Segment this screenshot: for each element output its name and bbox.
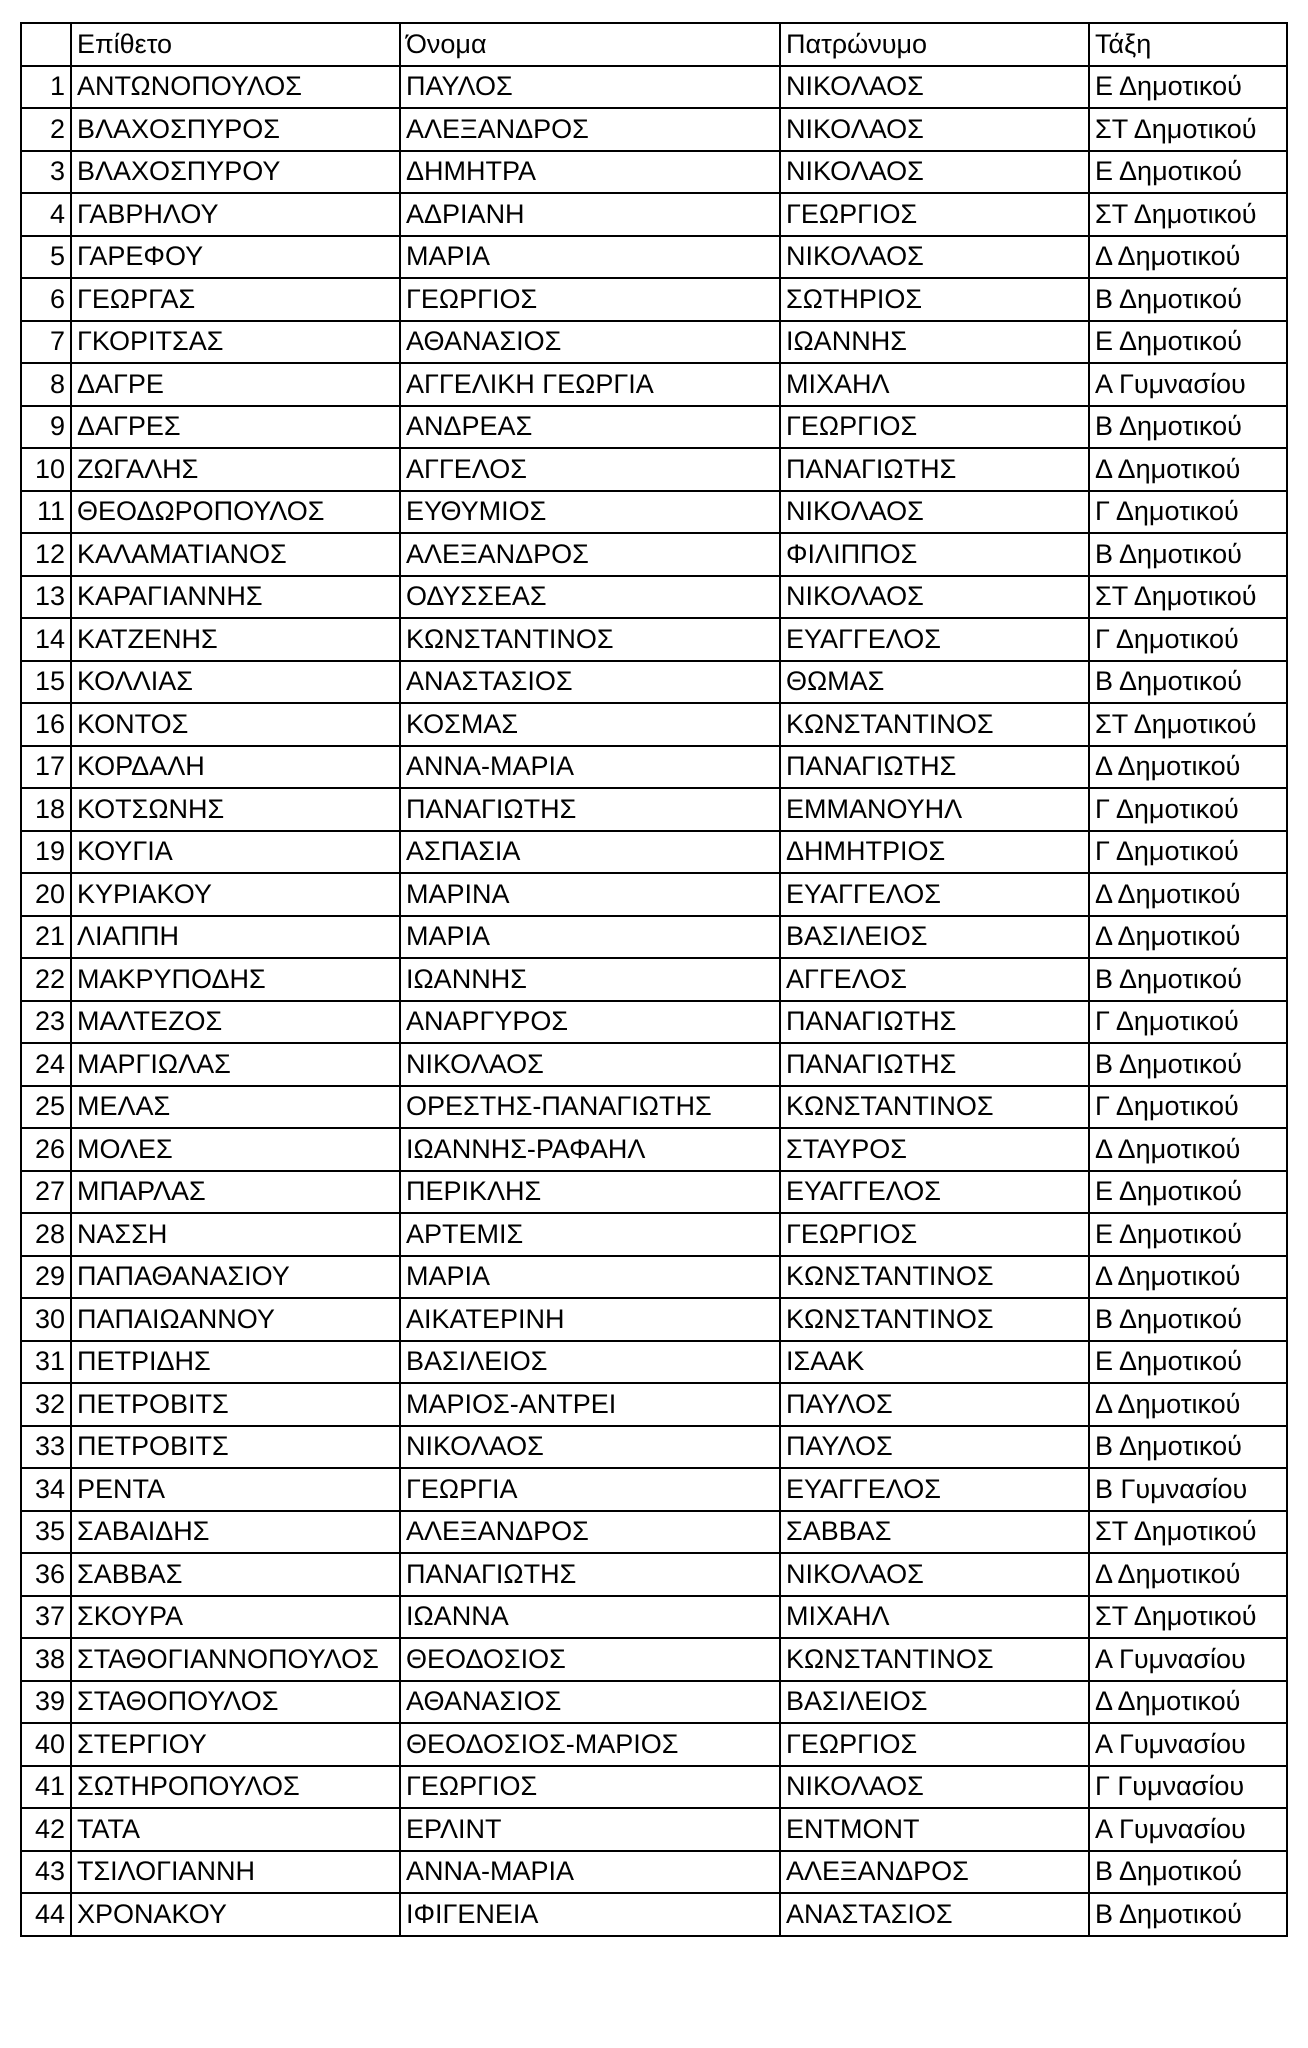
name-cell: ΑΓΓΕΛΟΣ — [400, 448, 780, 491]
row-number: 28 — [21, 1213, 71, 1256]
surname-cell: ΜΑΚΡΥΠΟΔΗΣ — [71, 958, 400, 1001]
name-cell: ΑΝΝΑ-ΜΑΡΙΑ — [400, 1851, 780, 1894]
class-cell: Δ Δημοτικού — [1089, 448, 1287, 491]
father-name-cell: ΣΩΤΗΡΙΟΣ — [780, 278, 1089, 321]
father-name-cell: ΑΓΓΕΛΟΣ — [780, 958, 1089, 1001]
table-row — [21, 1553, 1287, 1596]
row-number: 8 — [21, 363, 71, 406]
name-cell: ΠΑΥΛΟΣ — [400, 66, 780, 109]
table-row — [21, 491, 1287, 534]
table-row — [21, 1086, 1287, 1129]
table-row — [21, 1171, 1287, 1214]
table-row — [21, 1511, 1287, 1554]
table-row — [21, 193, 1287, 236]
surname-cell: ΚΟΡΔΑΛΗ — [71, 746, 400, 789]
class-cell: Ε Δημοτικού — [1089, 1341, 1287, 1384]
surname-cell: ΠΑΠΑΘΑΝΑΣΙΟΥ — [71, 1256, 400, 1299]
surname-cell: ΖΩΓΑΛΗΣ — [71, 448, 400, 491]
class-cell: Γ Δημοτικού — [1089, 831, 1287, 874]
surname-cell: ΜΟΛΕΣ — [71, 1128, 400, 1171]
table-row — [21, 1681, 1287, 1724]
father-name-cell: ΒΑΣΙΛΕΙΟΣ — [780, 916, 1089, 959]
table-row — [21, 1766, 1287, 1809]
father-name-cell: ΝΙΚΟΛΑΟΣ — [780, 66, 1089, 109]
surname-cell: ΠΕΤΡΟΒΙΤΣ — [71, 1383, 400, 1426]
row-number: 2 — [21, 108, 71, 151]
father-name-cell: ΓΕΩΡΓΙΟΣ — [780, 193, 1089, 236]
name-cell: ΑΔΡΙΑΝΗ — [400, 193, 780, 236]
row-number: 32 — [21, 1383, 71, 1426]
name-cell: ΜΑΡΙΑ — [400, 1256, 780, 1299]
table-row — [21, 1638, 1287, 1681]
table-row — [21, 1893, 1287, 1936]
surname-cell: ΔΑΓΡΕ — [71, 363, 400, 406]
table-row — [21, 746, 1287, 789]
name-cell: ΕΥΘΥΜΙΟΣ — [400, 491, 780, 534]
father-name-cell: ΓΕΩΡΓΙΟΣ — [780, 406, 1089, 449]
class-cell: Α Γυμνασίου — [1089, 1638, 1287, 1681]
row-number: 27 — [21, 1171, 71, 1214]
table-row — [21, 618, 1287, 661]
table-row — [21, 916, 1287, 959]
father-name-cell: ΕΥΑΓΓΕΛΟΣ — [780, 873, 1089, 916]
name-cell: ΑΘΑΝΑΣΙΟΣ — [400, 321, 780, 364]
table-row — [21, 533, 1287, 576]
class-cell: Γ Δημοτικού — [1089, 1001, 1287, 1044]
name-cell: ΒΑΣΙΛΕΙΟΣ — [400, 1341, 780, 1384]
father-name-cell: ΑΝΑΣΤΑΣΙΟΣ — [780, 1893, 1089, 1936]
class-cell: Β Δημοτικού — [1089, 1298, 1287, 1341]
father-name-cell: ΦΙΛΙΠΠΟΣ — [780, 533, 1089, 576]
father-name-cell: ΙΣΑΑΚ — [780, 1341, 1089, 1384]
table-row — [21, 1256, 1287, 1299]
name-cell: ΑΝΑΣΤΑΣΙΟΣ — [400, 661, 780, 704]
class-cell: Β Δημοτικού — [1089, 533, 1287, 576]
student-roster-table — [20, 22, 1288, 1937]
class-cell: Β Δημοτικού — [1089, 406, 1287, 449]
surname-cell: ΓΚΟΡΙΤΣΑΣ — [71, 321, 400, 364]
table-row — [21, 1128, 1287, 1171]
row-number: 3 — [21, 151, 71, 194]
row-number: 40 — [21, 1723, 71, 1766]
class-cell: Δ Δημοτικού — [1089, 236, 1287, 279]
row-number: 39 — [21, 1681, 71, 1724]
surname-cell: ΜΕΛΑΣ — [71, 1086, 400, 1129]
surname-cell: ΣΤΑΘΟΠΟΥΛΟΣ — [71, 1681, 400, 1724]
surname-cell: ΓΑΒΡΗΛΟΥ — [71, 193, 400, 236]
father-name-cell: ΝΙΚΟΛΑΟΣ — [780, 576, 1089, 619]
surname-cell: ΤΣΙΛΟΓΙΑΝΝΗ — [71, 1851, 400, 1894]
row-number: 6 — [21, 278, 71, 321]
table-row — [21, 1001, 1287, 1044]
father-name-cell: ΜΙΧΑΗΛ — [780, 363, 1089, 406]
row-number: 41 — [21, 1766, 71, 1809]
name-cell: ΚΟΣΜΑΣ — [400, 703, 780, 746]
father-name-cell: ΚΩΝΣΤΑΝΤΙΝΟΣ — [780, 1638, 1089, 1681]
name-cell: ΓΕΩΡΓΙΟΣ — [400, 278, 780, 321]
row-number: 16 — [21, 703, 71, 746]
row-number: 29 — [21, 1256, 71, 1299]
row-number: 30 — [21, 1298, 71, 1341]
row-number: 15 — [21, 661, 71, 704]
header-name: Όνομα — [400, 23, 780, 66]
class-cell: ΣΤ Δημοτικού — [1089, 1511, 1287, 1554]
father-name-cell: ΚΩΝΣΤΑΝΤΙΝΟΣ — [780, 1298, 1089, 1341]
class-cell: Δ Δημοτικού — [1089, 1128, 1287, 1171]
name-cell: ΠΑΝΑΓΙΩΤΗΣ — [400, 1553, 780, 1596]
surname-cell: ΛΙΑΠΠΗ — [71, 916, 400, 959]
father-name-cell: ΠΑΝΑΓΙΩΤΗΣ — [780, 1001, 1089, 1044]
class-cell: Β Δημοτικού — [1089, 1426, 1287, 1469]
surname-cell: ΠΕΤΡΙΔΗΣ — [71, 1341, 400, 1384]
table-row — [21, 831, 1287, 874]
table-row — [21, 1383, 1287, 1426]
surname-cell: ΑΝΤΩΝΟΠΟΥΛΟΣ — [71, 66, 400, 109]
father-name-cell: ΕΜΜΑΝΟΥΗΛ — [780, 788, 1089, 831]
class-cell: Β Δημοτικού — [1089, 958, 1287, 1001]
header-class: Τάξη — [1089, 23, 1287, 66]
father-name-cell: ΕΥΑΓΓΕΛΟΣ — [780, 1171, 1089, 1214]
surname-cell: ΣΑΒΑΙΔΗΣ — [71, 1511, 400, 1554]
surname-cell: ΝΑΣΣΗ — [71, 1213, 400, 1256]
surname-cell: ΧΡΟΝΑΚΟΥ — [71, 1893, 400, 1936]
name-cell: ΜΑΡΙΑ — [400, 236, 780, 279]
row-number: 9 — [21, 406, 71, 449]
row-number: 13 — [21, 576, 71, 619]
father-name-cell: ΝΙΚΟΛΑΟΣ — [780, 491, 1089, 534]
surname-cell: ΓΕΩΡΓΑΣ — [71, 278, 400, 321]
surname-cell: ΚΑΡΑΓΙΑΝΝΗΣ — [71, 576, 400, 619]
name-cell: ΚΩΝΣΤΑΝΤΙΝΟΣ — [400, 618, 780, 661]
name-cell: ΓΕΩΡΓΙΑ — [400, 1468, 780, 1511]
class-cell: Δ Δημοτικού — [1089, 916, 1287, 959]
table-row — [21, 1341, 1287, 1384]
class-cell: Γ Δημοτικού — [1089, 491, 1287, 534]
header-number — [21, 23, 71, 66]
row-number: 24 — [21, 1043, 71, 1086]
row-number: 19 — [21, 831, 71, 874]
table-row — [21, 1426, 1287, 1469]
father-name-cell: ΠΑΝΑΓΙΩΤΗΣ — [780, 448, 1089, 491]
table-row — [21, 108, 1287, 151]
name-cell: ΔΗΜΗΤΡΑ — [400, 151, 780, 194]
name-cell: ΙΩΑΝΝΗΣ — [400, 958, 780, 1001]
row-number: 44 — [21, 1893, 71, 1936]
name-cell: ΑΓΓΕΛΙΚΗ ΓΕΩΡΓΙΑ — [400, 363, 780, 406]
table-row — [21, 236, 1287, 279]
name-cell: ΟΡΕΣΤΗΣ-ΠΑΝΑΓΙΩΤΗΣ — [400, 1086, 780, 1129]
row-number: 7 — [21, 321, 71, 364]
table-row — [21, 278, 1287, 321]
row-number: 5 — [21, 236, 71, 279]
father-name-cell: ΠΑΥΛΟΣ — [780, 1426, 1089, 1469]
name-cell: ΙΩΑΝΝΑ — [400, 1596, 780, 1639]
surname-cell: ΣΩΤΗΡΟΠΟΥΛΟΣ — [71, 1766, 400, 1809]
class-cell: Δ Δημοτικού — [1089, 746, 1287, 789]
name-cell: ΜΑΡΙΟΣ-ΑΝΤΡΕΙ — [400, 1383, 780, 1426]
surname-cell: ΜΠΑΡΛΑΣ — [71, 1171, 400, 1214]
surname-cell: ΣΤΑΘΟΓΙΑΝΝΟΠΟΥΛΟΣ — [71, 1638, 400, 1681]
surname-cell: ΒΛΑΧΟΣΠΥΡΟΣ — [71, 108, 400, 151]
name-cell: ΕΡΛΙΝΤ — [400, 1808, 780, 1851]
name-cell: ΑΣΠΑΣΙΑ — [400, 831, 780, 874]
row-number: 21 — [21, 916, 71, 959]
father-name-cell: ΓΕΩΡΓΙΟΣ — [780, 1723, 1089, 1766]
father-name-cell: ΚΩΝΣΤΑΝΤΙΝΟΣ — [780, 1086, 1089, 1129]
father-name-cell: ΒΑΣΙΛΕΙΟΣ — [780, 1681, 1089, 1724]
header-father-name: Πατρώνυμο — [780, 23, 1089, 66]
name-cell: ΝΙΚΟΛΑΟΣ — [400, 1426, 780, 1469]
row-number: 10 — [21, 448, 71, 491]
class-cell: ΣΤ Δημοτικού — [1089, 108, 1287, 151]
father-name-cell: ΕΝΤΜΟΝΤ — [780, 1808, 1089, 1851]
row-number: 23 — [21, 1001, 71, 1044]
name-cell: ΑΝΑΡΓΥΡΟΣ — [400, 1001, 780, 1044]
row-number: 38 — [21, 1638, 71, 1681]
row-number: 35 — [21, 1511, 71, 1554]
row-number: 20 — [21, 873, 71, 916]
header-row — [21, 23, 1287, 66]
row-number: 31 — [21, 1341, 71, 1384]
row-number: 17 — [21, 746, 71, 789]
class-cell: Β Δημοτικού — [1089, 1851, 1287, 1894]
header-surname: Επίθετο — [71, 23, 400, 66]
row-number: 36 — [21, 1553, 71, 1596]
father-name-cell: ΝΙΚΟΛΑΟΣ — [780, 151, 1089, 194]
row-number: 18 — [21, 788, 71, 831]
row-number: 26 — [21, 1128, 71, 1171]
class-cell: Γ Δημοτικού — [1089, 618, 1287, 661]
surname-cell: ΣΚΟΥΡΑ — [71, 1596, 400, 1639]
surname-cell: ΚΟΤΣΩΝΗΣ — [71, 788, 400, 831]
father-name-cell: ΚΩΝΣΤΑΝΤΙΝΟΣ — [780, 1256, 1089, 1299]
surname-cell: ΠΕΤΡΟΒΙΤΣ — [71, 1426, 400, 1469]
class-cell: Ε Δημοτικού — [1089, 1213, 1287, 1256]
father-name-cell: ΣΤΑΥΡΟΣ — [780, 1128, 1089, 1171]
class-cell: Δ Δημοτικού — [1089, 873, 1287, 916]
table-row — [21, 1851, 1287, 1894]
class-cell: Δ Δημοτικού — [1089, 1553, 1287, 1596]
name-cell: ΑΡΤΕΜΙΣ — [400, 1213, 780, 1256]
father-name-cell: ΙΩΑΝΝΗΣ — [780, 321, 1089, 364]
surname-cell: ΜΑΡΓΙΩΛΑΣ — [71, 1043, 400, 1086]
name-cell: ΙΦΙΓΕΝΕΙΑ — [400, 1893, 780, 1936]
row-number: 34 — [21, 1468, 71, 1511]
class-cell: Β Δημοτικού — [1089, 661, 1287, 704]
name-cell: ΜΑΡΙΑ — [400, 916, 780, 959]
table-row — [21, 703, 1287, 746]
class-cell: Ε Δημοτικού — [1089, 66, 1287, 109]
surname-cell: ΚΟΥΓΙΑ — [71, 831, 400, 874]
surname-cell: ΚΑΤΖΕΝΗΣ — [71, 618, 400, 661]
name-cell: ΟΔΥΣΣΕΑΣ — [400, 576, 780, 619]
father-name-cell: ΝΙΚΟΛΑΟΣ — [780, 1766, 1089, 1809]
table-row — [21, 1213, 1287, 1256]
father-name-cell: ΠΑΝΑΓΙΩΤΗΣ — [780, 1043, 1089, 1086]
class-cell: Β Δημοτικού — [1089, 1043, 1287, 1086]
father-name-cell: ΝΙΚΟΛΑΟΣ — [780, 108, 1089, 151]
class-cell: Δ Δημοτικού — [1089, 1256, 1287, 1299]
class-cell: Γ Δημοτικού — [1089, 788, 1287, 831]
name-cell: ΑΘΑΝΑΣΙΟΣ — [400, 1681, 780, 1724]
table-row — [21, 1723, 1287, 1766]
name-cell: ΑΝΔΡΕΑΣ — [400, 406, 780, 449]
table-row — [21, 151, 1287, 194]
table-row — [21, 448, 1287, 491]
row-number: 14 — [21, 618, 71, 661]
class-cell: Α Γυμνασίου — [1089, 363, 1287, 406]
name-cell: ΜΑΡΙΝΑ — [400, 873, 780, 916]
surname-cell: ΠΑΠΑΙΩΑΝΝΟΥ — [71, 1298, 400, 1341]
table-row — [21, 576, 1287, 619]
row-number: 1 — [21, 66, 71, 109]
name-cell: ΠΕΡΙΚΛΗΣ — [400, 1171, 780, 1214]
name-cell: ΑΛΕΞΑΝΔΡΟΣ — [400, 1511, 780, 1554]
name-cell: ΑΙΚΑΤΕΡΙΝΗ — [400, 1298, 780, 1341]
table-row — [21, 406, 1287, 449]
table-row — [21, 1808, 1287, 1851]
father-name-cell: ΕΥΑΓΓΕΛΟΣ — [780, 1468, 1089, 1511]
father-name-cell: ΠΑΥΛΟΣ — [780, 1383, 1089, 1426]
class-cell: Ε Δημοτικού — [1089, 321, 1287, 364]
row-number: 22 — [21, 958, 71, 1001]
name-cell: ΑΝΝΑ-ΜΑΡΙΑ — [400, 746, 780, 789]
name-cell: ΑΛΕΞΑΝΔΡΟΣ — [400, 108, 780, 151]
name-cell: ΝΙΚΟΛΑΟΣ — [400, 1043, 780, 1086]
class-cell: ΣΤ Δημοτικού — [1089, 1596, 1287, 1639]
row-number: 43 — [21, 1851, 71, 1894]
name-cell: ΘΕΟΔΟΣΙΟΣ-ΜΑΡΙΟΣ — [400, 1723, 780, 1766]
class-cell: Α Γυμνασίου — [1089, 1808, 1287, 1851]
class-cell: Ε Δημοτικού — [1089, 151, 1287, 194]
table-row — [21, 1043, 1287, 1086]
name-cell: ΘΕΟΔΟΣΙΟΣ — [400, 1638, 780, 1681]
surname-cell: ΣΑΒΒΑΣ — [71, 1553, 400, 1596]
table-row — [21, 788, 1287, 831]
class-cell: ΣΤ Δημοτικού — [1089, 193, 1287, 236]
surname-cell: ΚΑΛΑΜΑΤΙΑΝΟΣ — [71, 533, 400, 576]
class-cell: Α Γυμνασίου — [1089, 1723, 1287, 1766]
father-name-cell: ΚΩΝΣΤΑΝΤΙΝΟΣ — [780, 703, 1089, 746]
surname-cell: ΓΑΡΕΦΟΥ — [71, 236, 400, 279]
class-cell: ΣΤ Δημοτικού — [1089, 576, 1287, 619]
father-name-cell: ΕΥΑΓΓΕΛΟΣ — [780, 618, 1089, 661]
father-name-cell: ΜΙΧΑΗΛ — [780, 1596, 1089, 1639]
name-cell: ΓΕΩΡΓΙΟΣ — [400, 1766, 780, 1809]
father-name-cell: ΔΗΜΗΤΡΙΟΣ — [780, 831, 1089, 874]
row-number: 37 — [21, 1596, 71, 1639]
table-row — [21, 66, 1287, 109]
father-name-cell: ΓΕΩΡΓΙΟΣ — [780, 1213, 1089, 1256]
father-name-cell: ΠΑΝΑΓΙΩΤΗΣ — [780, 746, 1089, 789]
table-row — [21, 1468, 1287, 1511]
row-number: 25 — [21, 1086, 71, 1129]
class-cell: Ε Δημοτικού — [1089, 1171, 1287, 1214]
row-number: 4 — [21, 193, 71, 236]
table-row — [21, 321, 1287, 364]
father-name-cell: ΑΛΕΞΑΝΔΡΟΣ — [780, 1851, 1089, 1894]
father-name-cell: ΝΙΚΟΛΑΟΣ — [780, 236, 1089, 279]
class-cell: Δ Δημοτικού — [1089, 1681, 1287, 1724]
table-row — [21, 1298, 1287, 1341]
row-number: 42 — [21, 1808, 71, 1851]
row-number: 12 — [21, 533, 71, 576]
surname-cell: ΡΕΝΤΑ — [71, 1468, 400, 1511]
father-name-cell: ΘΩΜΑΣ — [780, 661, 1089, 704]
class-cell: ΣΤ Δημοτικού — [1089, 703, 1287, 746]
class-cell: Β Δημοτικού — [1089, 1893, 1287, 1936]
class-cell: Δ Δημοτικού — [1089, 1383, 1287, 1426]
surname-cell: ΘΕΟΔΩΡΟΠΟΥΛΟΣ — [71, 491, 400, 534]
class-cell: Γ Γυμνασίου — [1089, 1766, 1287, 1809]
class-cell: Β Γυμνασίου — [1089, 1468, 1287, 1511]
surname-cell: ΣΤΕΡΓΙΟΥ — [71, 1723, 400, 1766]
surname-cell: ΒΛΑΧΟΣΠΥΡΟΥ — [71, 151, 400, 194]
row-number: 33 — [21, 1426, 71, 1469]
surname-cell: ΜΑΛΤΕΖΟΣ — [71, 1001, 400, 1044]
name-cell: ΠΑΝΑΓΙΩΤΗΣ — [400, 788, 780, 831]
surname-cell: ΔΑΓΡΕΣ — [71, 406, 400, 449]
row-number: 11 — [21, 491, 71, 534]
surname-cell: ΚΟΝΤΟΣ — [71, 703, 400, 746]
father-name-cell: ΝΙΚΟΛΑΟΣ — [780, 1553, 1089, 1596]
surname-cell: ΤΑΤΑ — [71, 1808, 400, 1851]
surname-cell: ΚΟΛΛΙΑΣ — [71, 661, 400, 704]
father-name-cell: ΣΑΒΒΑΣ — [780, 1511, 1089, 1554]
name-cell: ΙΩΑΝΝΗΣ-ΡΑΦΑΗΛ — [400, 1128, 780, 1171]
name-cell: ΑΛΕΞΑΝΔΡΟΣ — [400, 533, 780, 576]
table-row — [21, 1596, 1287, 1639]
surname-cell: ΚΥΡΙΑΚΟΥ — [71, 873, 400, 916]
table-row — [21, 958, 1287, 1001]
table-row — [21, 661, 1287, 704]
class-cell: Γ Δημοτικού — [1089, 1086, 1287, 1129]
table-row — [21, 873, 1287, 916]
class-cell: Β Δημοτικού — [1089, 278, 1287, 321]
table-row — [21, 363, 1287, 406]
